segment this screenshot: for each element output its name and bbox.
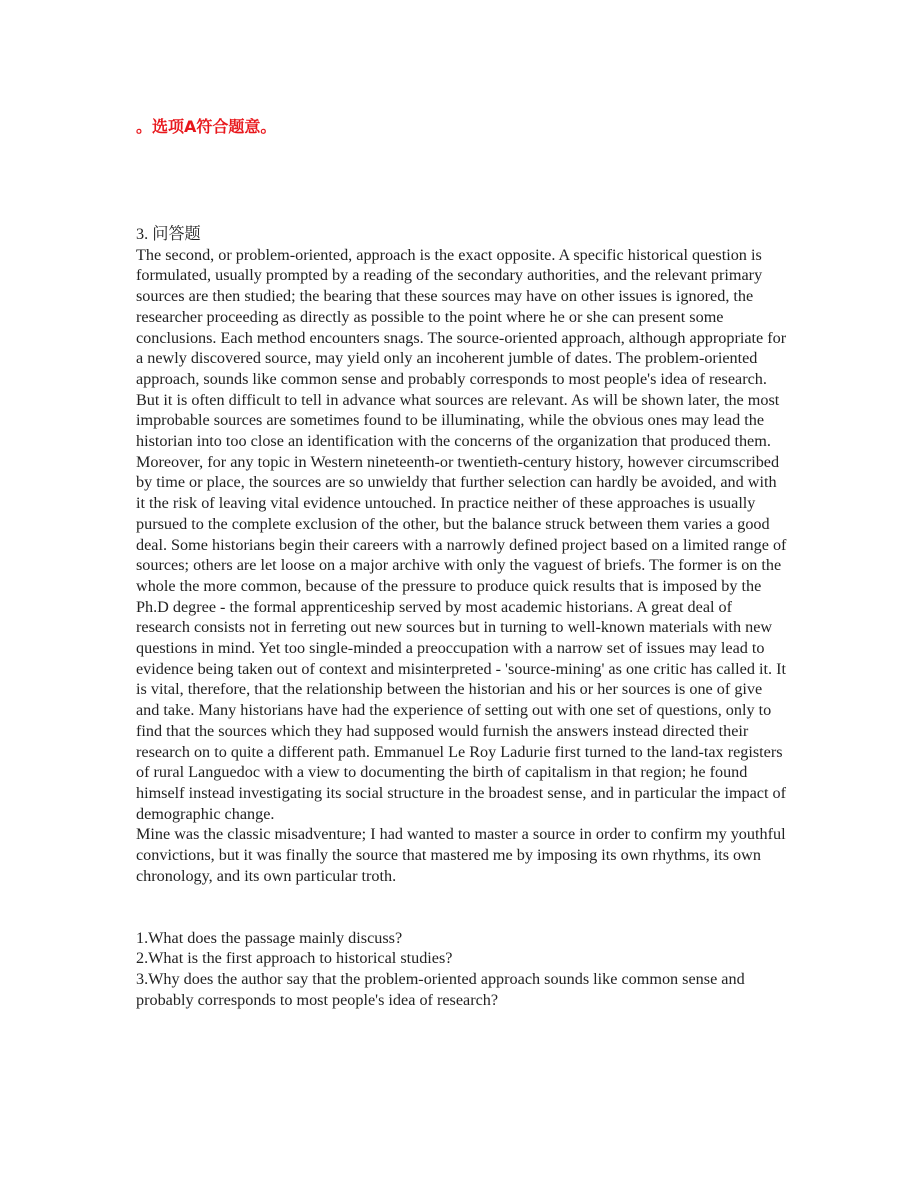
question-header: 3. 问答题: [136, 225, 201, 243]
reading-passage: [136, 245, 788, 887]
passage-paragraph: The second, or problem-oriented, approach is the exact opposite. A specific historical question is formulated, usually prompted by a reading of the secondary authorities, and the relevant primary sources are then studied; the bearing that these sources may have on other issues is ignored, the researcher proceeding as directly as possible to the point where he or she can present some conclusions. Each method encounters snags. The source-oriented approach, although appropriate for a newly discovered source, may yield only an incoherent jumble of dates. The problem-oriented approach, sounds like common sense and probably corresponds to most people's idea of research. But it is often difficult to tell in advance what sources are relevant. As will be shown later, the most improbable sources are sometimes found to be illuminating, while the obvious ones may lead the historian into too close an identification with the concerns of the organization that produced them. Moreover, for any topic in Western nineteenth-or twentieth-century history, however circumscribed by time or place, the sources are so unwieldy that further selection can hardly be avoided, and with it the risk of leaving vital evidence untouched. In practice neither of these approaches is usually pursued to the complete exclusion of the other, but the balance struck between them varies a good deal. Some historians begin their careers with a narrowly defined project based on a limited range of sources; others are let loose on a major archive with only the vaguest of briefs. The former is on the whole the more common, because of the pressure to produce quick results that is imposed by the Ph.D degree - the formal apprenticeship served by most academic historians. A great deal of research consists not in ferreting out new sources but in turning to well-known materials with new questions in mind. Yet too single-minded a preoccupation with a narrow set of issues may lead to evidence being taken out of context and misinterpreted - 'source-mining' as one critic has called it. It is vital, therefore, that the relationship between the historian and his or her sources is one of give and take. Many historians have had the experience of setting out with one set of questions, only to find that the sources which they had supposed would furnish the answers instead directed their research on to quite a different path. Emmanuel Le Roy Ladurie first turned to the land-tax registers of rural Languedoc with a view to documenting the birth of capitalism in that region; he found himself instead investigating its social structure in the broadest sense, and in particular the impact of demographic change.: [136, 245, 787, 823]
passage-paragraph: Mine was the classic misadventure; I had wanted to master a source in order to confirm my youthful convictions, but it was finally the source that mastered me by imposing its own rhythms, its own chronology, and its own particular troth.: [136, 825, 786, 885]
answer-note: 。选项A符合题意。: [136, 117, 277, 136]
question-list: [136, 928, 788, 1011]
question-block: [136, 224, 788, 1010]
question-item: 2.What is the first approach to historical studies?: [136, 949, 453, 968]
question-item: 3.Why does the author say that the problem-oriented approach sounds like common sense and probably corresponds to most people's idea of research?: [136, 969, 745, 1009]
question-item: 1.What does the passage mainly discuss?: [136, 928, 403, 947]
